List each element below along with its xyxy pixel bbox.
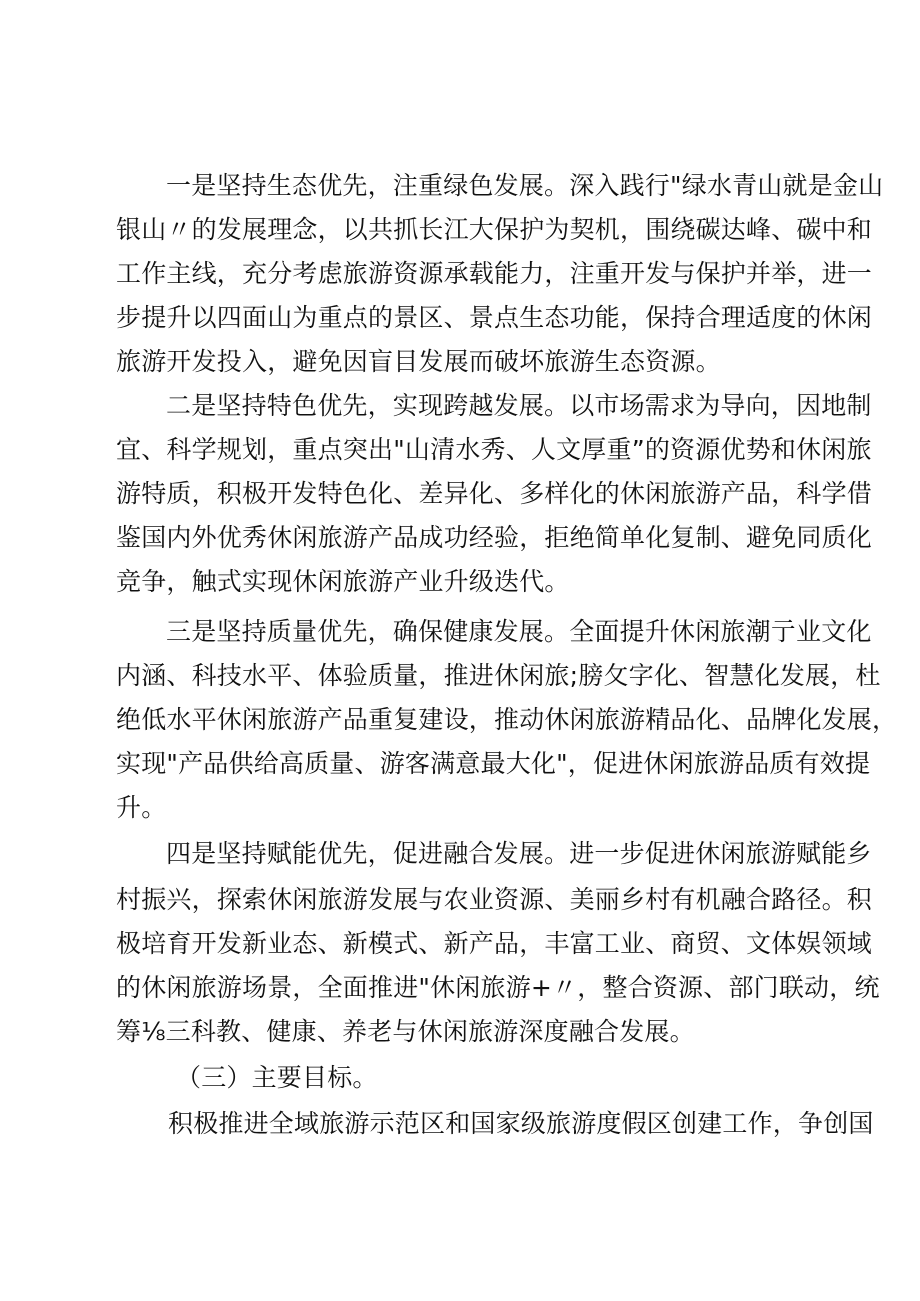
paragraph-line: 三是坚持质量优先，确保健康发展。全面提升休闲旅潮亍业文化 [166,617,872,646]
paragraph-line: 步提升以四面山为重点的景区、景点生态功能，保持合理适度的休闲 [116,303,873,332]
paragraph-line: 一是坚持生态优先，注重绿色发展。深入践行"绿水青山就是金山 [166,171,884,200]
paragraph-line: 旅游开发投入，避免因盲目发展而破坏旅游生态资源。 [116,347,721,376]
paragraph-line: 村振兴，探索休闲旅游发展与农业资源、美丽乡村有机融合路径。积 [116,885,873,914]
paragraph-line: 的休闲旅游场景，全面推进"休闲旅游+〃，整合资源、部门联动，统 [116,973,880,1002]
paragraph-line: 筹⅛三科教、健康、养老与休闲旅游深度融合发展。 [116,1017,695,1046]
paragraph-line: 竞争，触式实现休闲旅游产业升级迭代。 [116,567,570,596]
paragraph-line: 积极推进全域旅游示范区和国家级旅游度假区创建工作，争创国 [168,1109,874,1138]
paragraph-line: 升。 [116,793,167,822]
paragraph-line: 游特质，积极开发特色化、差异化、多样化的休闲旅游产品，科学借 [116,479,873,508]
section-heading: （三）主要目标。 [176,1063,378,1092]
paragraph-line: 工作主线，充分考虑旅游资源承载能力，注重开发与保护并举，进一 [116,259,873,288]
paragraph-line: 四是坚持赋能优先，促进融合发展。进一步促进休闲旅游赋能乡 [166,839,872,868]
paragraph-line: 宜、科学规划，重点突出"山清水秀、人文厚重”的资源优势和休闲旅 [116,435,872,464]
paragraph-line: 鉴国内外优秀休闲旅游产品成功经验，拒绝简单化复制、避免同质化 [116,523,873,552]
paragraph-line: 银山〃的发展理念，以共抓长江大保护为契机，围绕碳达峰、碳中和 [116,215,873,244]
paragraph-line: 极培育开发新业态、新模式、新产品，丰富工业、商贸、文体娱领域 [116,929,873,958]
paragraph-line: 绝低水平休闲旅游产品重复建设，推动休闲旅游精品化、品牌化发展， [116,705,898,734]
paragraph-line: 实现"产品供给高质量、游客满意最大化"，促进休闲旅游品质有效提 [116,749,871,778]
paragraph-line: 二是坚持特色优先，实现跨越发展。以市场需求为导向，因地制 [166,391,872,420]
paragraph-line: 内涵、科技水平、体验质量，推进休闲旅;膀攵字化、智慧化发展，杜 [116,661,881,690]
